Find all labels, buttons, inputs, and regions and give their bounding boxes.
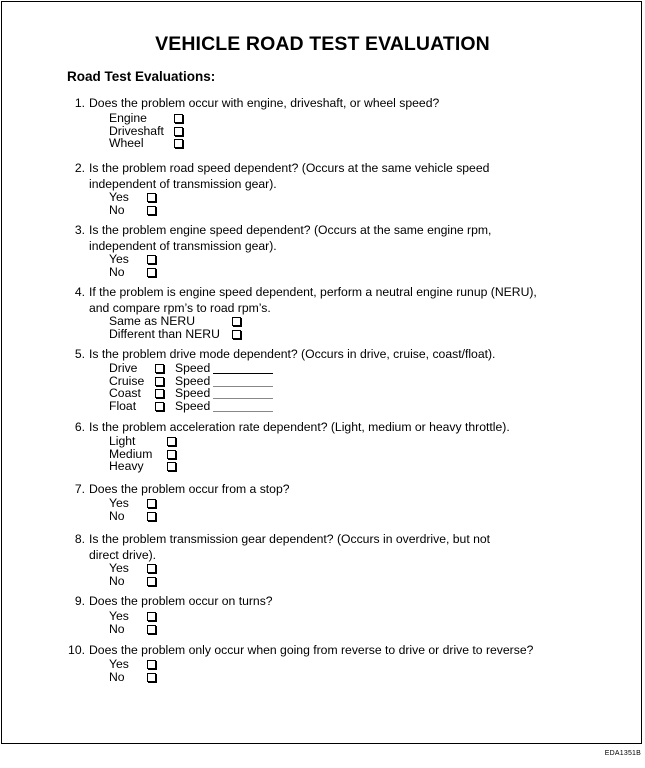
speed-blank[interactable]: [213, 373, 273, 374]
question-text: Is the problem engine speed dependent? (Occurs at the same engine rpm,: [89, 223, 492, 237]
question-number: 8.: [74, 532, 85, 546]
question-number: 4.: [74, 285, 85, 299]
question-number: 3.: [74, 223, 85, 237]
checkbox[interactable]: [147, 255, 156, 264]
option-label: Yes: [109, 657, 129, 671]
question-text: If the problem is engine speed dependent, perform a neutral engine runup (NERU),: [89, 285, 537, 299]
checkbox[interactable]: [174, 139, 183, 148]
speed-label: Speed: [175, 373, 211, 388]
checkbox[interactable]: [167, 450, 176, 459]
checkbox[interactable]: [232, 330, 241, 339]
question-text: Is the problem drive mode dependent? (Occurs in drive, cruise, coast/float).: [89, 347, 496, 361]
checkbox[interactable]: [147, 577, 156, 586]
checkbox[interactable]: [147, 660, 156, 669]
option-label: Float: [109, 398, 137, 413]
question-number: 6.: [74, 420, 85, 434]
section-heading: Road Test Evaluations:: [67, 69, 216, 84]
speed-blank[interactable]: [213, 386, 273, 387]
checkbox[interactable]: [155, 377, 164, 386]
option-label: No: [109, 202, 125, 217]
question-text: independent of transmission gear).: [89, 238, 277, 253]
option-label: Yes: [109, 190, 129, 204]
option-label: Yes: [109, 609, 129, 623]
option-label: Medium: [109, 446, 153, 461]
option-label: Driveshaft: [109, 123, 164, 138]
option-label: Different than NERU: [109, 326, 220, 341]
checkbox[interactable]: [147, 499, 156, 508]
option-label: Drive: [109, 361, 138, 375]
speed-label: Speed: [175, 386, 211, 401]
option-label: Heavy: [109, 459, 144, 474]
figure-code: EDA1351B: [604, 750, 641, 757]
question-text: Is the problem road speed dependent? (Occurs at the same vehicle speed: [89, 161, 490, 175]
checkbox[interactable]: [155, 402, 164, 411]
question-number: 1.: [74, 96, 85, 110]
option-label: Coast: [109, 386, 141, 401]
option-label: Same as NERU: [109, 314, 196, 328]
checkbox[interactable]: [147, 564, 156, 573]
checkbox[interactable]: [232, 317, 241, 326]
speed-label: Speed: [175, 398, 211, 413]
option-label: Engine: [109, 111, 147, 125]
option-label: No: [109, 669, 125, 684]
checkbox[interactable]: [147, 673, 156, 682]
option-label: No: [109, 573, 125, 588]
question-number: 9.: [74, 594, 85, 608]
question-text: Does the problem occur from a stop?: [89, 482, 290, 496]
form-border: [1, 1, 642, 744]
question-number: 2.: [74, 161, 85, 175]
checkbox[interactable]: [167, 437, 176, 446]
option-label: No: [109, 621, 125, 636]
page-title: VEHICLE ROAD TEST EVALUATION: [155, 33, 490, 55]
checkbox[interactable]: [147, 268, 156, 277]
question-text: Is the problem transmission gear dependent? (Occurs in overdrive, but not: [89, 532, 491, 546]
speed-blank[interactable]: [213, 398, 273, 399]
question-text: and compare rpm’s to road rpm’s.: [89, 300, 271, 315]
checkbox[interactable]: [155, 389, 164, 398]
checkbox[interactable]: [155, 364, 164, 373]
option-label: No: [109, 264, 125, 279]
checkbox[interactable]: [174, 127, 183, 136]
checkbox[interactable]: [147, 512, 156, 521]
question-number: 10.: [68, 643, 85, 657]
question-text: independent of transmission gear).: [89, 176, 277, 191]
question-number: 5.: [74, 347, 85, 361]
checkbox[interactable]: [147, 625, 156, 634]
option-label: Wheel: [109, 136, 144, 151]
option-label: Yes: [109, 496, 129, 510]
checkbox[interactable]: [147, 206, 156, 215]
speed-blank[interactable]: [213, 411, 273, 412]
speed-label: Speed: [175, 361, 211, 375]
question-text: Does the problem occur on turns?: [89, 594, 273, 608]
option-label: Yes: [109, 561, 129, 575]
option-label: Yes: [109, 252, 129, 266]
checkbox[interactable]: [147, 193, 156, 202]
question-text: Is the problem acceleration rate dependent? (Light, medium or heavy throttle).: [89, 420, 510, 434]
option-label: Light: [109, 434, 136, 448]
checkbox[interactable]: [167, 462, 176, 471]
question-text: Does the problem only occur when going from reverse to drive or drive to reverse?: [89, 643, 534, 657]
question-number: 7.: [74, 482, 85, 496]
question-text: Does the problem occur with engine, driveshaft, or wheel speed?: [89, 96, 440, 110]
option-label: No: [109, 508, 125, 523]
checkbox[interactable]: [174, 114, 183, 123]
question-text: direct drive).: [89, 547, 157, 562]
option-label: Cruise: [109, 373, 145, 388]
checkbox[interactable]: [147, 612, 156, 621]
